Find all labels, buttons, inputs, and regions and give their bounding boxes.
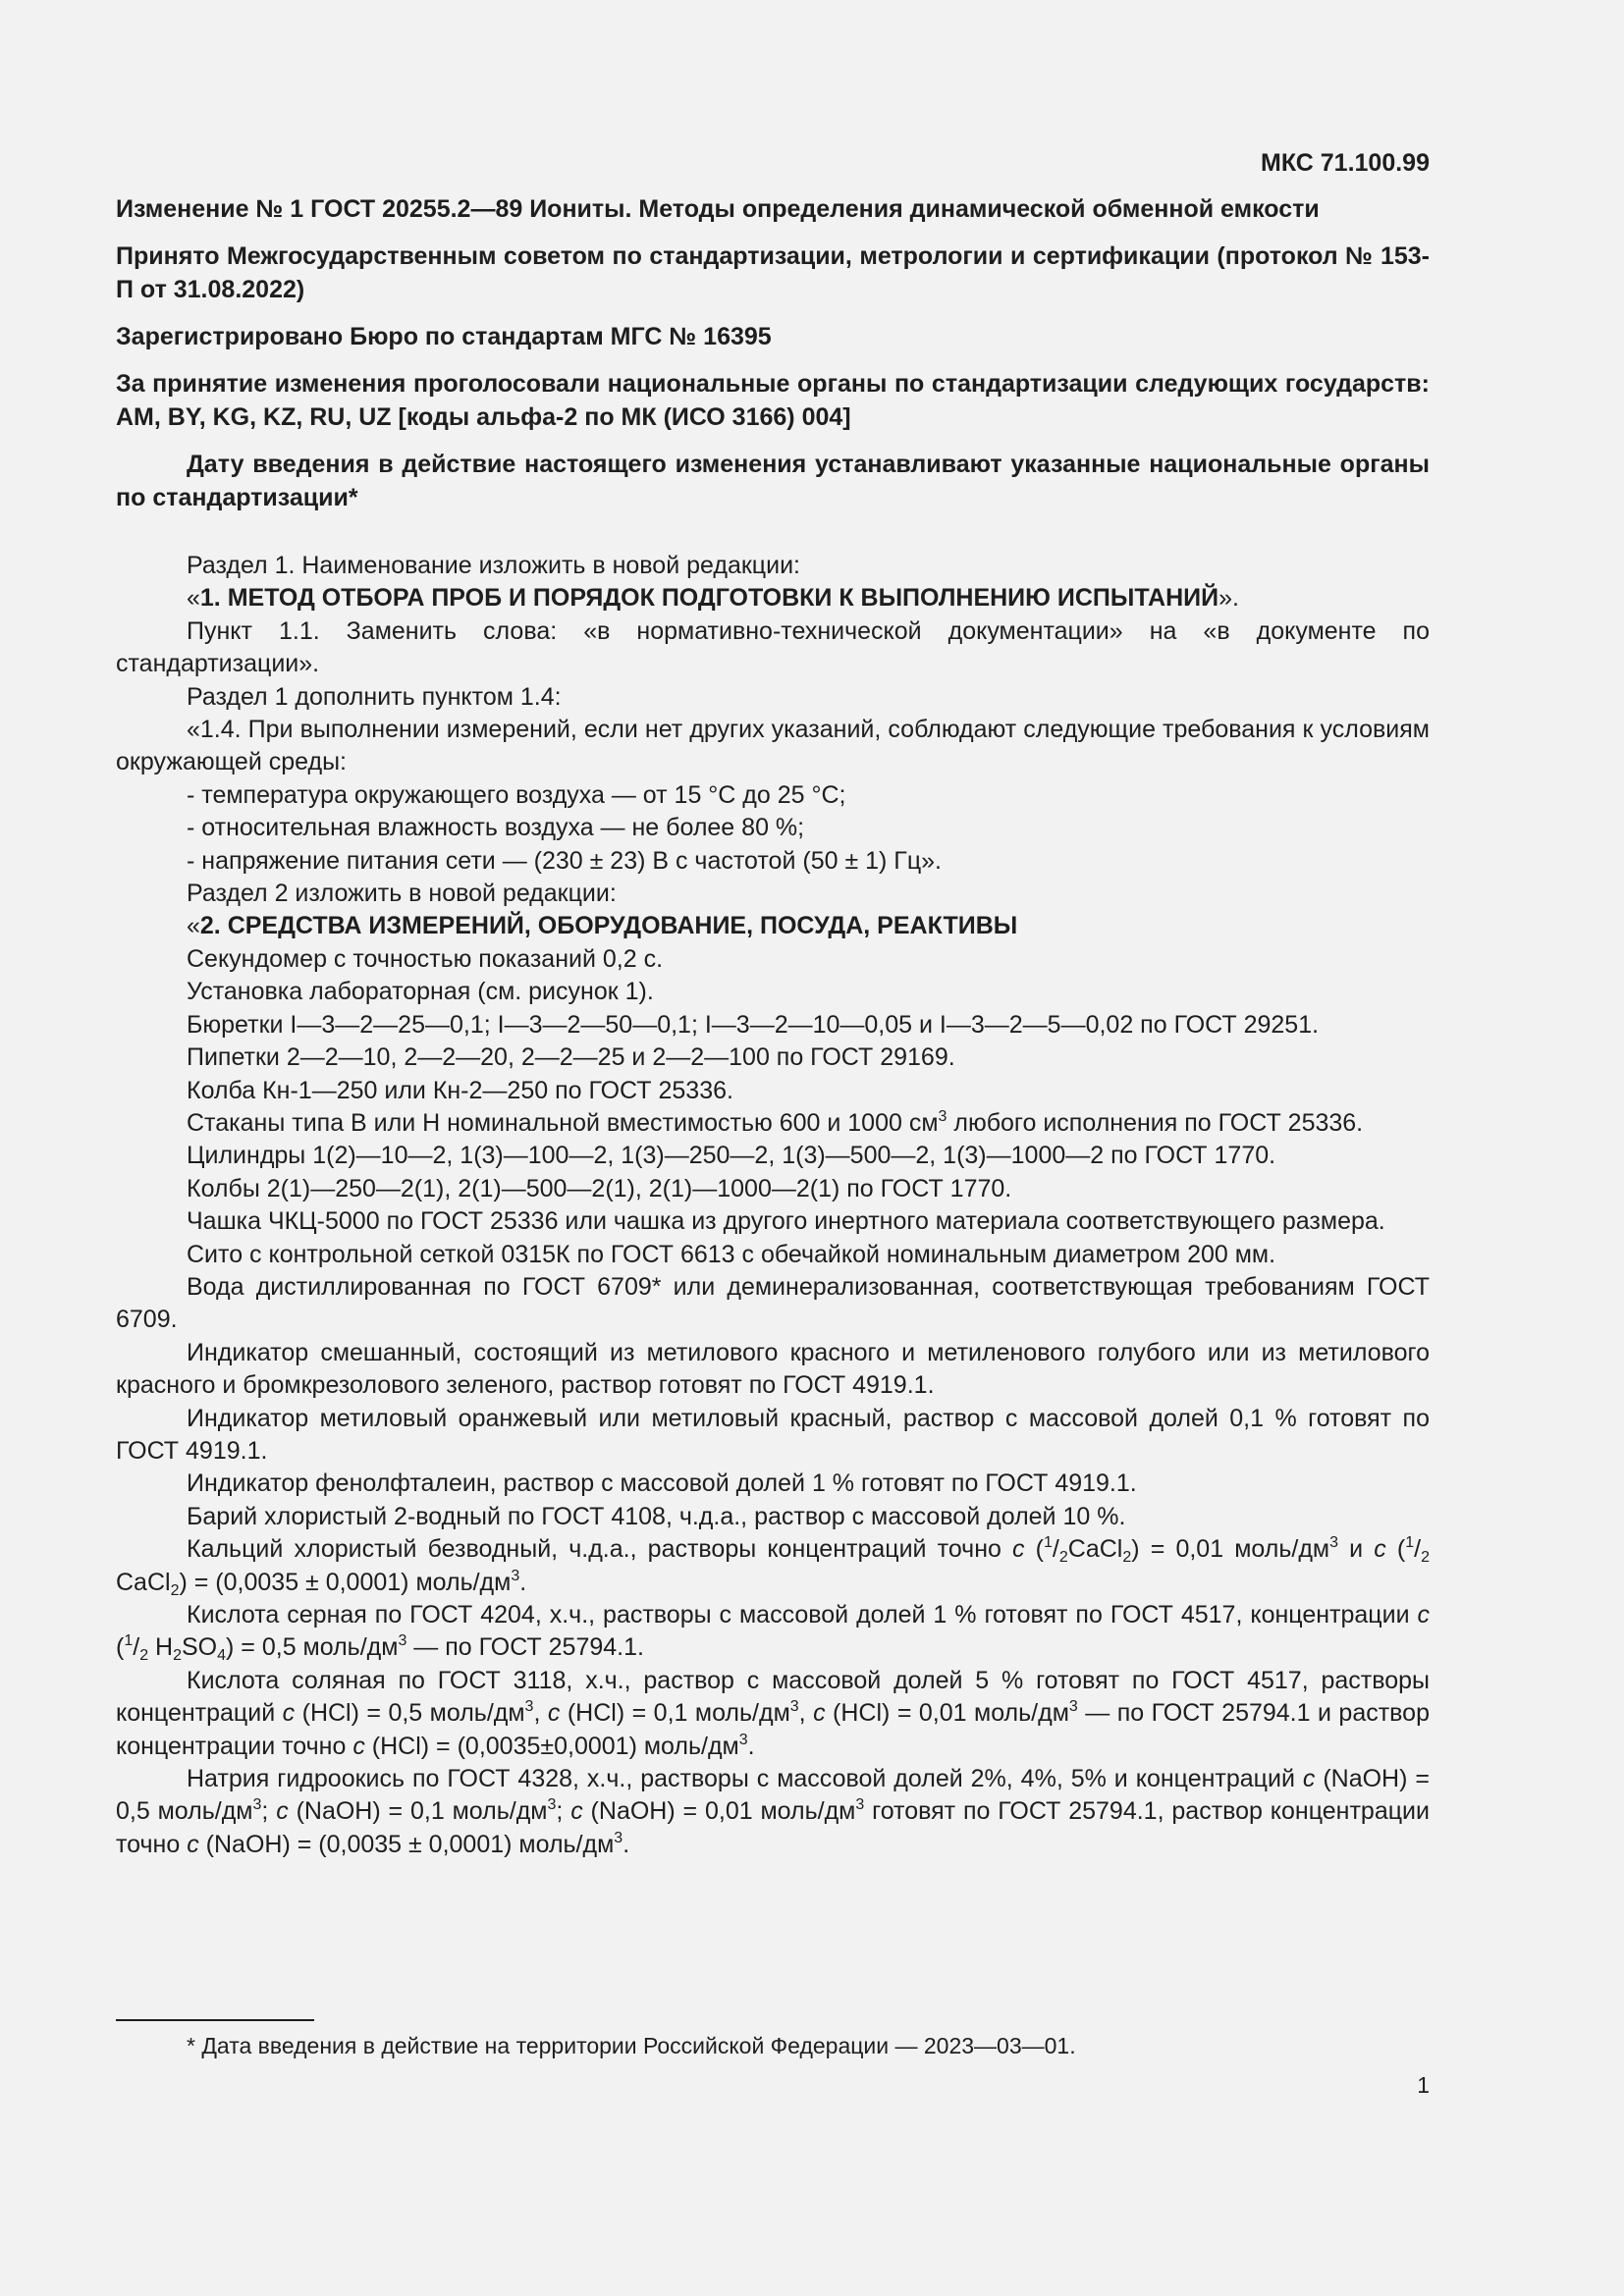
paragraph: Натрия гидроокись по ГОСТ 4328, х.ч., растворы с массовой долей 2%, 4%, 5% и концентраций c (NaOH) = 0,5 моль/$дм^3$; c (NaOH) = 0,1 моль/$дм^3$; c (NaOH) = 0,01 моль/$дм^3$ готовят по ГОСТ 25794.1, раствор концентрации точно c (NaOH) = (0,0035 ± 0,0001) моль/$дм^3$. bbox=[116, 1765, 1430, 1858]
paragraph: Установка лабораторная (см. рисунок 1). bbox=[187, 978, 654, 1006]
voting-statement: За принятие изменения проголосовали национальные органы по стандартизации следующих государств: AM, BY, KG, KZ, RU, UZ [коды альфа-2 по МК (ИСО 3166) 004] bbox=[116, 370, 1430, 431]
list-item: - относительная влажность воздуха — не более 80 %; bbox=[187, 814, 805, 842]
paragraph: Кислота серная по ГОСТ 4204, х.ч., растворы с массовой долей 1 % готовят по ГОСТ 4517, концентрации c ($^1/_2$ $H_2SO_4) = 0,5$ моль/$дм^3$ — по ГОСТ 25794.1. bbox=[116, 1601, 1430, 1665]
list-item: - температура окружающего воздуха — от 15 °С до 25 °С; bbox=[187, 780, 846, 809]
paragraph: Индикатор смешанный, состоящий из метилового красного и метиленового голубого или из метилового красного и бромкрезолового зеленого, раствор готовят по ГОСТ 4919.1. bbox=[116, 1338, 1430, 1400]
paragraph: Бюретки I—3—2—25—0,1; I—3—2—50—0,1; I—3—2—10—0,05 и I—3—2—5—0,02 по ГОСТ 29251. bbox=[187, 1010, 1320, 1039]
section-2-title: 2. СРЕДСТВА ИЗМЕРЕНИЙ, ОБОРУДОВАНИЕ, ПОСУДА, РЕАКТИВЫ bbox=[199, 912, 1018, 940]
paragraph: Раздел 2 изложить в новой редакции: bbox=[187, 880, 617, 908]
paragraph: Колба Кн-1—250 или Кн-2—250 по ГОСТ 25336. bbox=[187, 1076, 733, 1104]
paragraph: «1.4. При выполнении измерений, если нет других указаний, соблюдают следующие требования к условиям окружающей среды: bbox=[116, 716, 1430, 776]
section-1-title: 1. МЕТОД ОТБОРА ПРОБ И ПОРЯДОК ПОДГОТОВКИ К ВЫПОЛНЕНИЮ ИСПЫТАНИЙ bbox=[199, 584, 1219, 613]
registration-statement: Зарегистрировано Бюро по стандартам МГС № 16395 bbox=[116, 323, 772, 350]
amendment-body bbox=[116, 550, 1430, 1861]
paragraph: Цилиндры 1(2)—10—2, 1(3)—100—2, 1(3)—250—2, 1(3)—500—2, 1(3)—1000—2 по ГОСТ 1770. bbox=[187, 1142, 1276, 1170]
adopted-statement: Принято Межгосударственным советом по стандартизации, метрологии и сертификации (протокол № 153-П от 31.08.2022) bbox=[116, 242, 1430, 303]
amendment-title: Изменение № 1 ГОСТ 20255.2—89 Иониты. Методы определения динамической обменной емкости bbox=[116, 195, 1320, 223]
paragraph: Секундомер с точностью показаний 0,2 с. bbox=[187, 944, 664, 973]
effective-date-statement: Дату введения в действие настоящего изменения устанавливают указанные национальные органы по стандартизации* bbox=[116, 451, 1430, 511]
paragraph: Кальций хлористый безводный, ч.д.а., растворы концентраций точно c $(^1/_2CaCl_2) = 0,01$ моль/$дм^3$ и c ($^1/_2$ CaCl$_2$) = (0,0035 ± 0,0001) моль/$дм^3$. bbox=[116, 1534, 1430, 1599]
list-item: - напряжение питания сети — (230 ± 23) В с частотой (50 ± 1) Гц». bbox=[187, 846, 942, 875]
section-2-title-line: «2. СРЕДСТВА ИЗМЕРЕНИЙ, ОБОРУДОВАНИЕ, ПОСУДА, РЕАКТИВЫ bbox=[187, 912, 1018, 940]
paragraph: Стаканы типа В или Н номинальной вместимостью 600 и 1000 $см^3$ любого исполнения по ГОСТ 25336. bbox=[187, 1107, 1364, 1137]
paragraph: Кислота соляная по ГОСТ 3118, х.ч., раствор с массовой долей 5 % готовят по ГОСТ 4517, растворы концентраций c (HCl) = 0,5 моль/$дм^3$, c (HCl) = 0,1 моль/$дм^3$, c (HCl) = 0,01 моль/$дм^3$ — по ГОСТ 25794.1 и раствор концентрации точно c (HCl) = (0,0035±0,0001) моль/$дм^3$. bbox=[116, 1666, 1430, 1760]
paragraph: Раздел 1 дополнить пунктом 1.4: bbox=[187, 682, 562, 711]
footnote-divider bbox=[116, 2019, 314, 2021]
page-number: 1 bbox=[1417, 2072, 1430, 2098]
paragraph: Чашка ЧКЦ-5000 по ГОСТ 25336 или чашка из другого инертного материала соответствующего размера. bbox=[187, 1207, 1385, 1236]
paragraph: Индикатор метиловый оранжевый или метиловый красный, раствор с массовой долей 0,1 % готовят по ГОСТ 4919.1. bbox=[116, 1404, 1430, 1465]
mks-code: МКС 71.100.99 bbox=[1261, 149, 1430, 177]
paragraph: Вода дистиллированная по ГОСТ 6709* или деминерализованная, соответствующая требованиям ГОСТ 6709. bbox=[116, 1272, 1430, 1334]
page-content bbox=[116, 145, 1430, 1861]
paragraph: Индикатор фенолфталеин, раствор с массовой долей 1 % готовят по ГОСТ 4919.1. bbox=[187, 1469, 1137, 1498]
paragraph: Пункт 1.1. Заменить слова: «в нормативно-технической документации» на «в документе по стандартизации». bbox=[116, 616, 1430, 678]
paragraph: Колбы 2(1)—250—2(1), 2(1)—500—2(1), 2(1)—1000—2(1) по ГОСТ 1770. bbox=[187, 1174, 1012, 1202]
footnote: * Дата введения в действие на территории Российской Федерации — 2023—03—01. bbox=[187, 2033, 1076, 2058]
paragraph: Пипетки 2—2—10, 2—2—20, 2—2—25 и 2—2—100 по ГОСТ 29169. bbox=[187, 1043, 955, 1072]
paragraph: Барий хлористый 2-водный по ГОСТ 4108, ч.д.а., раствор с массовой долей 10 %. bbox=[187, 1502, 1126, 1530]
paragraph: Сито с контрольной сеткой 0315К по ГОСТ 6613 с обечайкой номинальным диаметром 200 мм. bbox=[187, 1240, 1276, 1268]
paragraph: Раздел 1. Наименование изложить в новой редакции: bbox=[187, 552, 800, 579]
section-1-title-line: «1. МЕТОД ОТБОРА ПРОБ И ПОРЯДОК ПОДГОТОВКИ К ВЫПОЛНЕНИЮ ИСПЫТАНИЙ». bbox=[187, 584, 1239, 613]
